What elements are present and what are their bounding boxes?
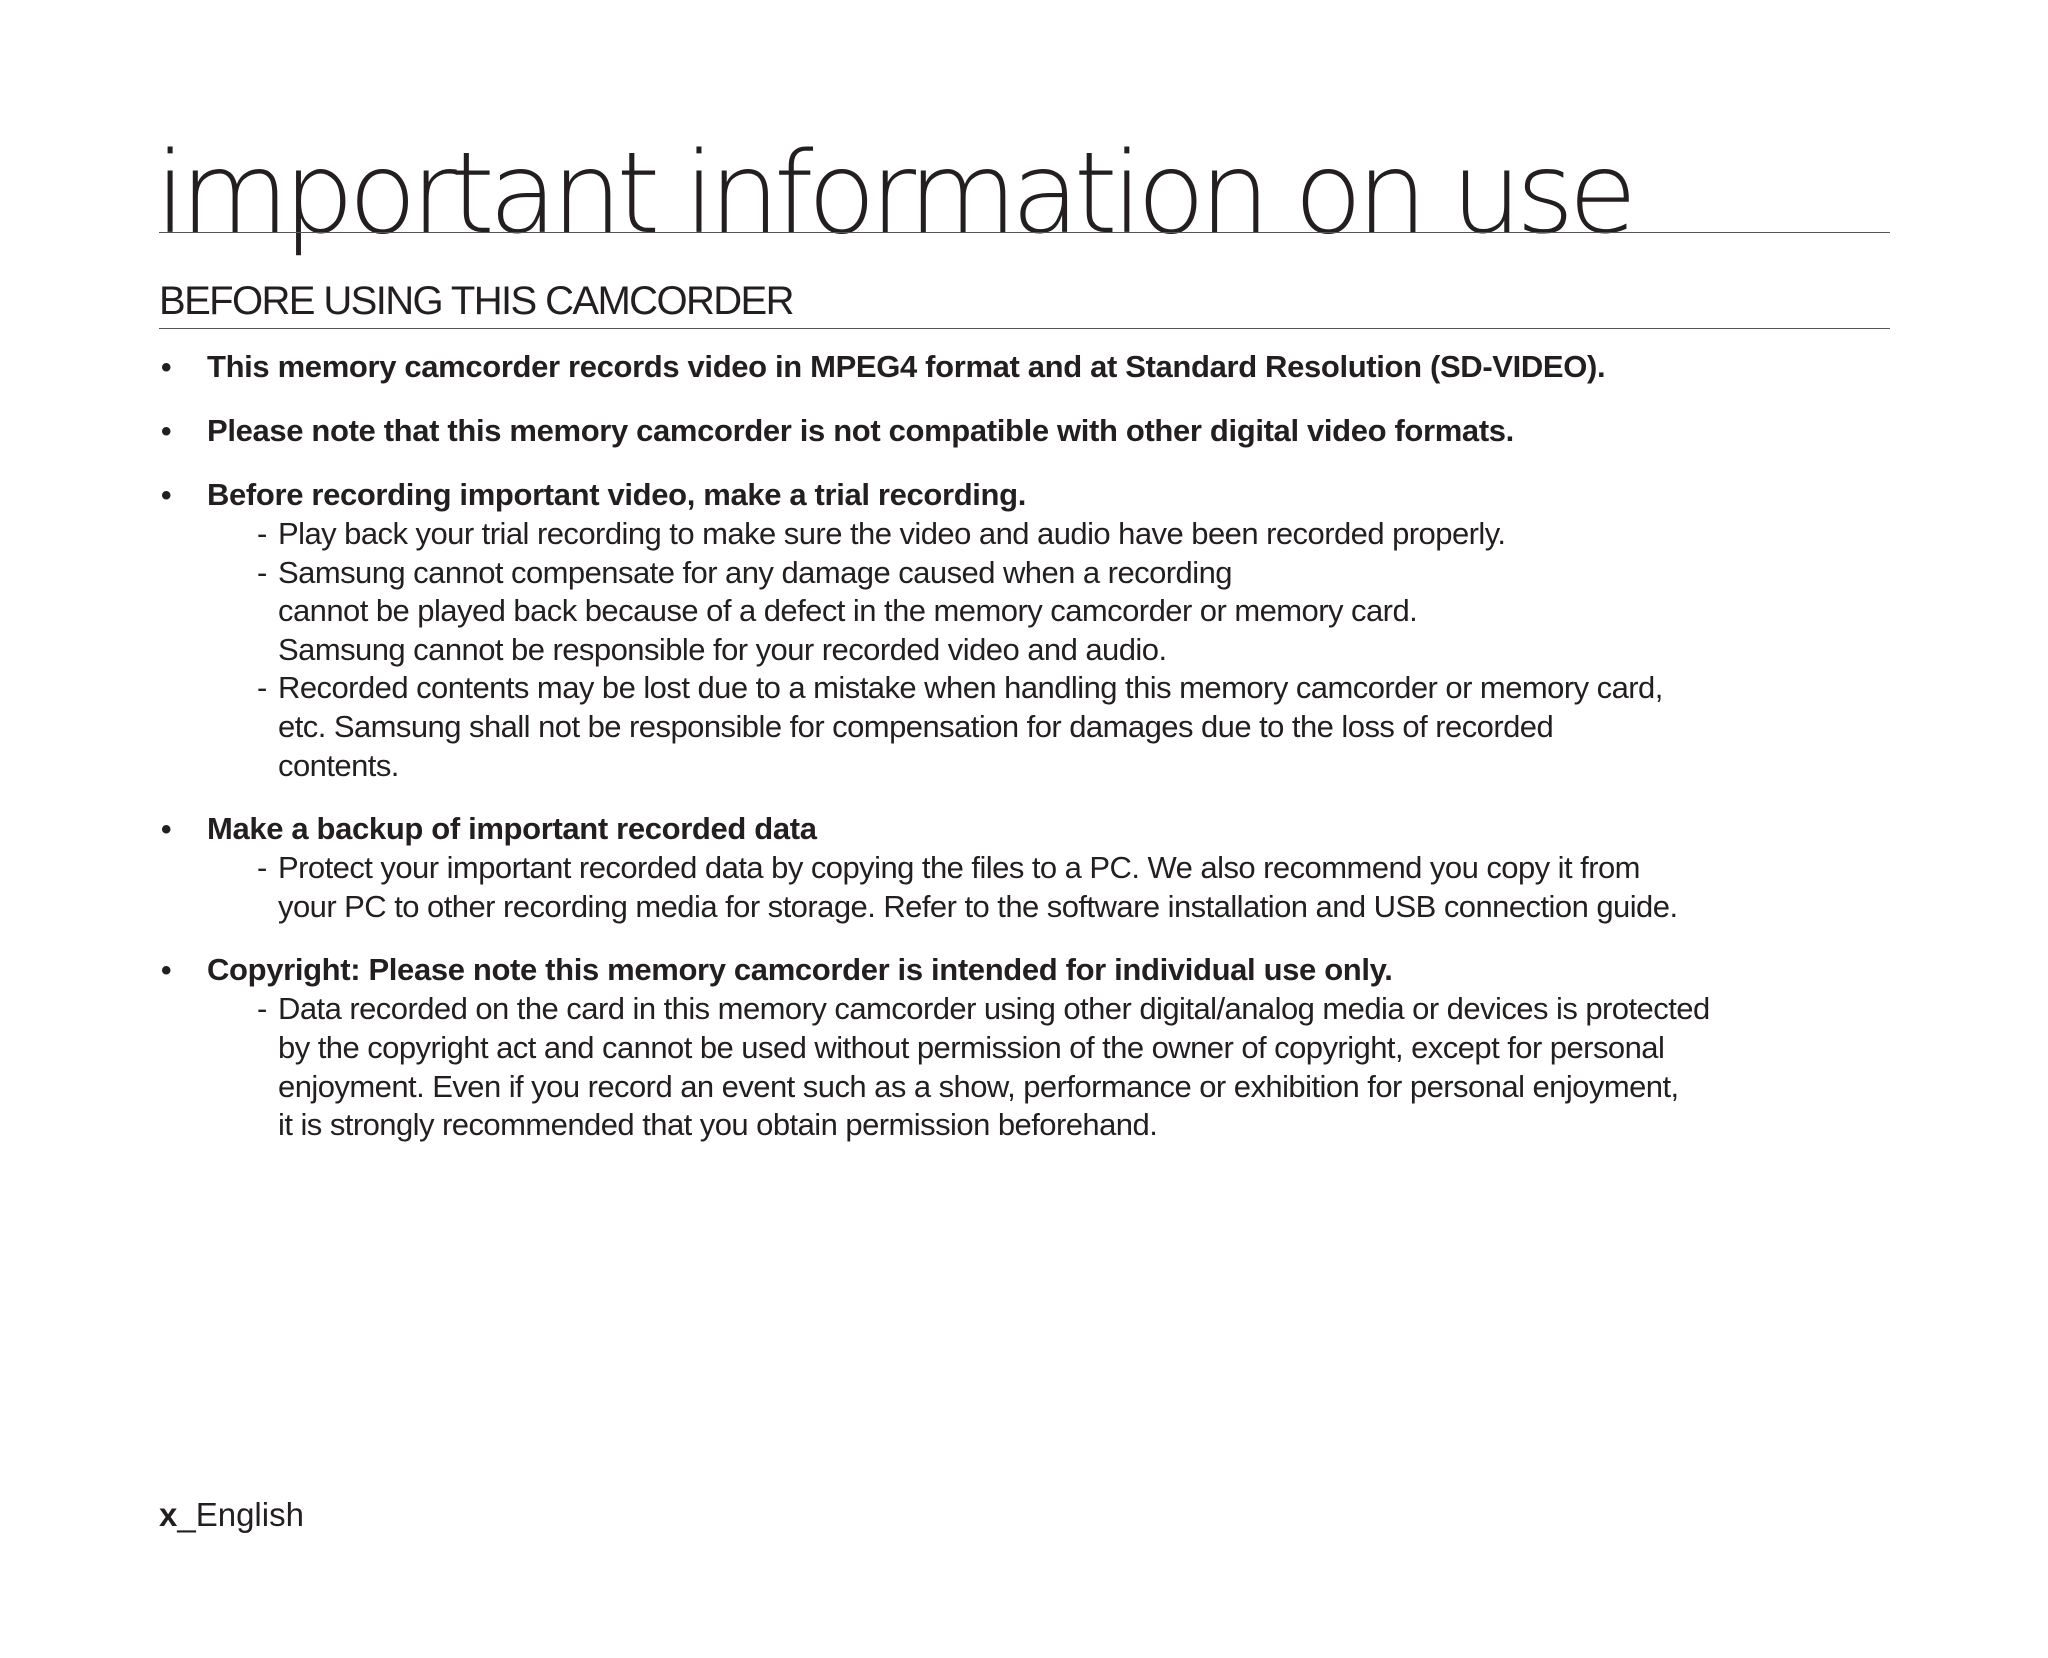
sub-list bbox=[207, 990, 1899, 1144]
sub-item-line: by the copyright act and cannot be used without permission of the owner of copyright, except for personal bbox=[278, 1029, 1665, 1065]
title-divider bbox=[159, 232, 1890, 233]
sub-item bbox=[207, 515, 1899, 554]
dash-icon: - bbox=[257, 991, 267, 1027]
bullet-item bbox=[159, 809, 1899, 926]
bullet-icon: • bbox=[161, 351, 172, 384]
dash-icon: - bbox=[257, 554, 267, 590]
section-divider bbox=[159, 328, 1890, 329]
section-heading: BEFORE USING THIS CAMCORDER bbox=[159, 279, 793, 323]
bullet-icon: • bbox=[161, 954, 172, 988]
sub-item-line: Data recorded on the card in this memory camcorder using other digital/analog media or devices is protected bbox=[278, 991, 1710, 1027]
sub-item-line: Play back your trial recording to make sure the video and audio have been recorded properly. bbox=[278, 516, 1506, 551]
sub-item bbox=[207, 849, 1899, 926]
page-number: x bbox=[159, 1496, 178, 1533]
bullet-heading: Copyright: Please note this memory camcorder is intended for individual use only. bbox=[207, 952, 1393, 988]
bullet-icon: • bbox=[161, 813, 172, 847]
sub-item-line: etc. Samsung shall not be responsible for compensation for damages due to the loss of recorded bbox=[278, 708, 1554, 744]
bullet-heading: Please note that this memory camcorder is not compatible with other digital video formats. bbox=[207, 413, 1514, 448]
sub-item-line: cannot be played back because of a defect in the memory camcorder or memory card. bbox=[278, 593, 1418, 629]
sub-item-line: your PC to other recording media for storage. Refer to the software installation and USB connection guide. bbox=[278, 888, 1678, 924]
footer-language: _English bbox=[177, 1496, 304, 1533]
bullet-item bbox=[159, 347, 1899, 387]
sub-item-line: Samsung cannot be responsible for your recorded video and audio. bbox=[278, 631, 1167, 667]
dash-icon: - bbox=[257, 670, 267, 706]
bullet-heading: This memory camcorder records video in MPEG4 format and at Standard Resolution (SD-VIDEO). bbox=[207, 349, 1606, 384]
bullet-icon: • bbox=[161, 415, 172, 448]
dash-icon: - bbox=[257, 516, 267, 551]
sub-item-line: enjoyment. Even if you record an event such as a show, performance or exhibition for personal enjoyment, bbox=[278, 1068, 1679, 1104]
sub-list bbox=[207, 849, 1899, 926]
sub-item bbox=[207, 990, 1899, 1144]
sub-item-line: it is strongly recommended that you obtain permission beforehand. bbox=[278, 1107, 1158, 1143]
bullet-list bbox=[159, 347, 1899, 1169]
bullet-icon: • bbox=[161, 479, 172, 512]
bullet-item bbox=[159, 950, 1899, 1144]
sub-list bbox=[207, 515, 1899, 785]
bullet-heading: Before recording important video, make a trial recording. bbox=[207, 477, 1026, 512]
sub-item-line: contents. bbox=[278, 747, 399, 783]
sub-item-line: Recorded contents may be lost due to a mistake when handling this memory camcorder or memory card, bbox=[278, 670, 1663, 706]
sub-item-line: Protect your important recorded data by copying the files to a PC. We also recommend you copy it from bbox=[278, 850, 1640, 886]
bullet-item bbox=[159, 411, 1899, 451]
sub-item bbox=[207, 554, 1899, 670]
sub-item bbox=[207, 669, 1899, 785]
page-title: important information on use bbox=[155, 129, 1632, 259]
bullet-heading: Make a backup of important recorded data bbox=[207, 811, 817, 847]
page-footer bbox=[159, 1495, 304, 1535]
bullet-item bbox=[159, 475, 1899, 785]
sub-item-line: Samsung cannot compensate for any damage caused when a recording bbox=[278, 554, 1232, 590]
dash-icon: - bbox=[257, 850, 267, 886]
